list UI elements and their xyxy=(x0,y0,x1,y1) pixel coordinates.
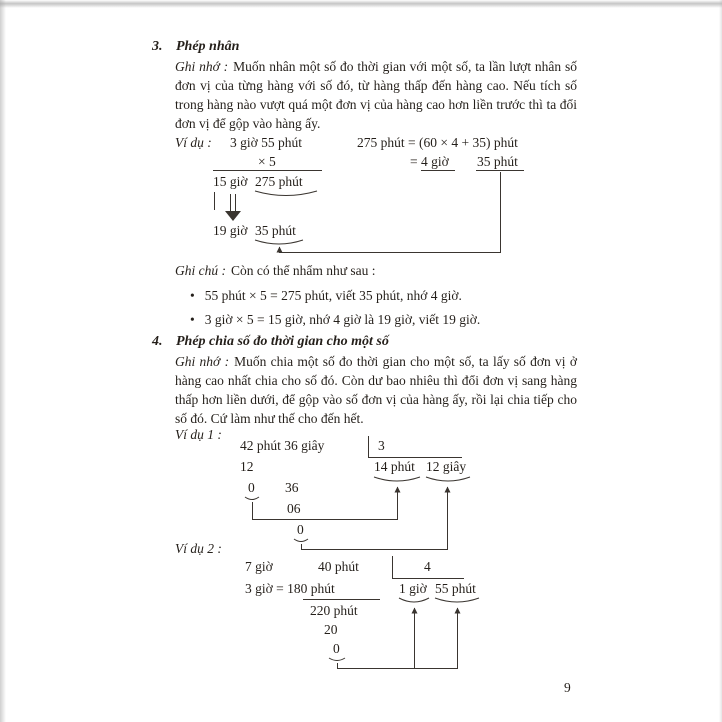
div1-work-36: 36 xyxy=(285,480,299,495)
product-hours: 15 giờ xyxy=(213,174,248,189)
div1-work-12: 12 xyxy=(240,459,254,474)
ghi-nho-4-label: Ghi nhớ : xyxy=(175,354,230,369)
underbrace-final-35-phut xyxy=(255,240,303,244)
multiplicand: 3 giờ 55 phút xyxy=(230,135,303,150)
vi-du-label: Ví dụ : xyxy=(175,135,212,150)
conversion-expression: 275 phút = (60 × 4 + 35) phút xyxy=(357,135,518,150)
vi-du-2-label: Ví dụ 2 : xyxy=(175,541,222,556)
nham-bullet-2-text: 3 giờ × 5 = 15 giờ, nhớ 4 giờ là 19 giờ, viết 19 giờ. xyxy=(204,312,481,327)
div1-connector-seconds-arrow xyxy=(302,487,448,550)
ghi-chu-label: Ghi chú : xyxy=(175,263,226,278)
ghi-nho-text: Muốn nhân một số đo thời gian với một số, ta lần lượt nhân số đơn vị của từng hàng với số đó, từ hàng thấp đến hàng cao. Nếu tích số trong hàng nào vượt quá một đơn vị của hàng cao hơn liền trước thì ta đổi đơn vị để gộp vào hàng ấy. xyxy=(175,59,578,131)
nham-bullet-2 xyxy=(190,311,480,328)
conversion-result-minutes: 35 phút xyxy=(477,154,518,169)
div1-quotient-minutes: 14 phút xyxy=(374,459,415,474)
double-down-arrow-head xyxy=(225,211,241,221)
div2-quotient-hours: 1 giờ xyxy=(399,581,427,596)
ghi-nho-label: Ghi nhớ : xyxy=(175,59,229,74)
final-hours: 19 giờ xyxy=(213,223,248,238)
ghi-chu-line xyxy=(175,262,376,279)
section-3-number: 3. xyxy=(152,39,163,54)
div2-work-20: 20 xyxy=(324,622,338,637)
div1-dividend: 42 phút 36 giây xyxy=(240,438,325,453)
div1-divisor: 3 xyxy=(378,438,385,453)
div1-remainder-zero-b: 0 xyxy=(297,522,304,537)
underbrace-12-giay xyxy=(426,477,470,481)
product-minutes: 275 phút xyxy=(255,174,303,189)
div1-quotient-seconds: 12 giây xyxy=(426,459,467,474)
div2-sum-minutes: 220 phút xyxy=(310,603,358,618)
div1-connector-minutes-arrow xyxy=(253,487,398,520)
underbrace-div1-zero-b xyxy=(294,539,308,542)
section-4-title: Phép chia số đo thời gian cho một số xyxy=(176,334,389,349)
multiplier: × 5 xyxy=(258,154,276,169)
div2-quotient-minutes: 55 phút xyxy=(435,581,476,596)
section-3-title: Phép nhân xyxy=(176,39,240,54)
section-4-ghi-nho-paragraph xyxy=(175,352,577,428)
underbrace-div1-zero-a xyxy=(245,497,259,500)
scan-edge-left xyxy=(0,0,6,722)
underbrace-55-phut xyxy=(435,598,479,602)
div1-work-06: 06 xyxy=(287,501,301,516)
underbrace-14-phut xyxy=(374,477,420,481)
nham-bullet-1 xyxy=(190,287,462,304)
ghi-nho-4-text: Muốn chia một số đo thời gian cho một số, ta lấy số đơn vị ở hàng cao nhất chia cho số đó. Còn dư bao nhiêu thì đổi đơn vị sang hàng thấp hơn liền dưới, để gộp vào số đơn vị của hàng ấy, rồi lại chia tiếp cho số đó. Cứ làm như thế cho đến hết. xyxy=(175,354,577,426)
underbrace-1-gio xyxy=(399,598,429,602)
page-number: 9 xyxy=(564,680,571,695)
conversion-connector-arrow xyxy=(280,172,501,253)
section-3-ghi-nho-paragraph xyxy=(175,57,577,133)
scan-edge-top xyxy=(0,0,722,8)
div2-remainder-conversion: 3 giờ = 180 phút xyxy=(245,581,335,596)
underbrace-div2-zero xyxy=(329,658,345,661)
conversion-result-hours: = 4 giờ xyxy=(410,154,449,169)
ghi-chu-text: Còn có thể nhẩm như sau : xyxy=(231,263,376,278)
div1-remainder-zero-a: 0 xyxy=(248,480,255,495)
underbrace-275-phut xyxy=(255,191,317,196)
div2-remainder-zero: 0 xyxy=(333,641,340,656)
vi-du-1-label: Ví dụ 1 : xyxy=(175,427,222,442)
div2-dividend-minutes: 40 phút xyxy=(318,559,359,574)
nham-bullet-1-text: 55 phút × 5 = 275 phút, viết 35 phút, nhớ 4 giờ. xyxy=(204,288,462,303)
section-4-number: 4. xyxy=(152,334,163,349)
final-minutes: 35 phút xyxy=(255,223,296,238)
div2-divisor: 4 xyxy=(424,559,431,574)
div2-dividend-hours: 7 giờ xyxy=(245,559,273,574)
